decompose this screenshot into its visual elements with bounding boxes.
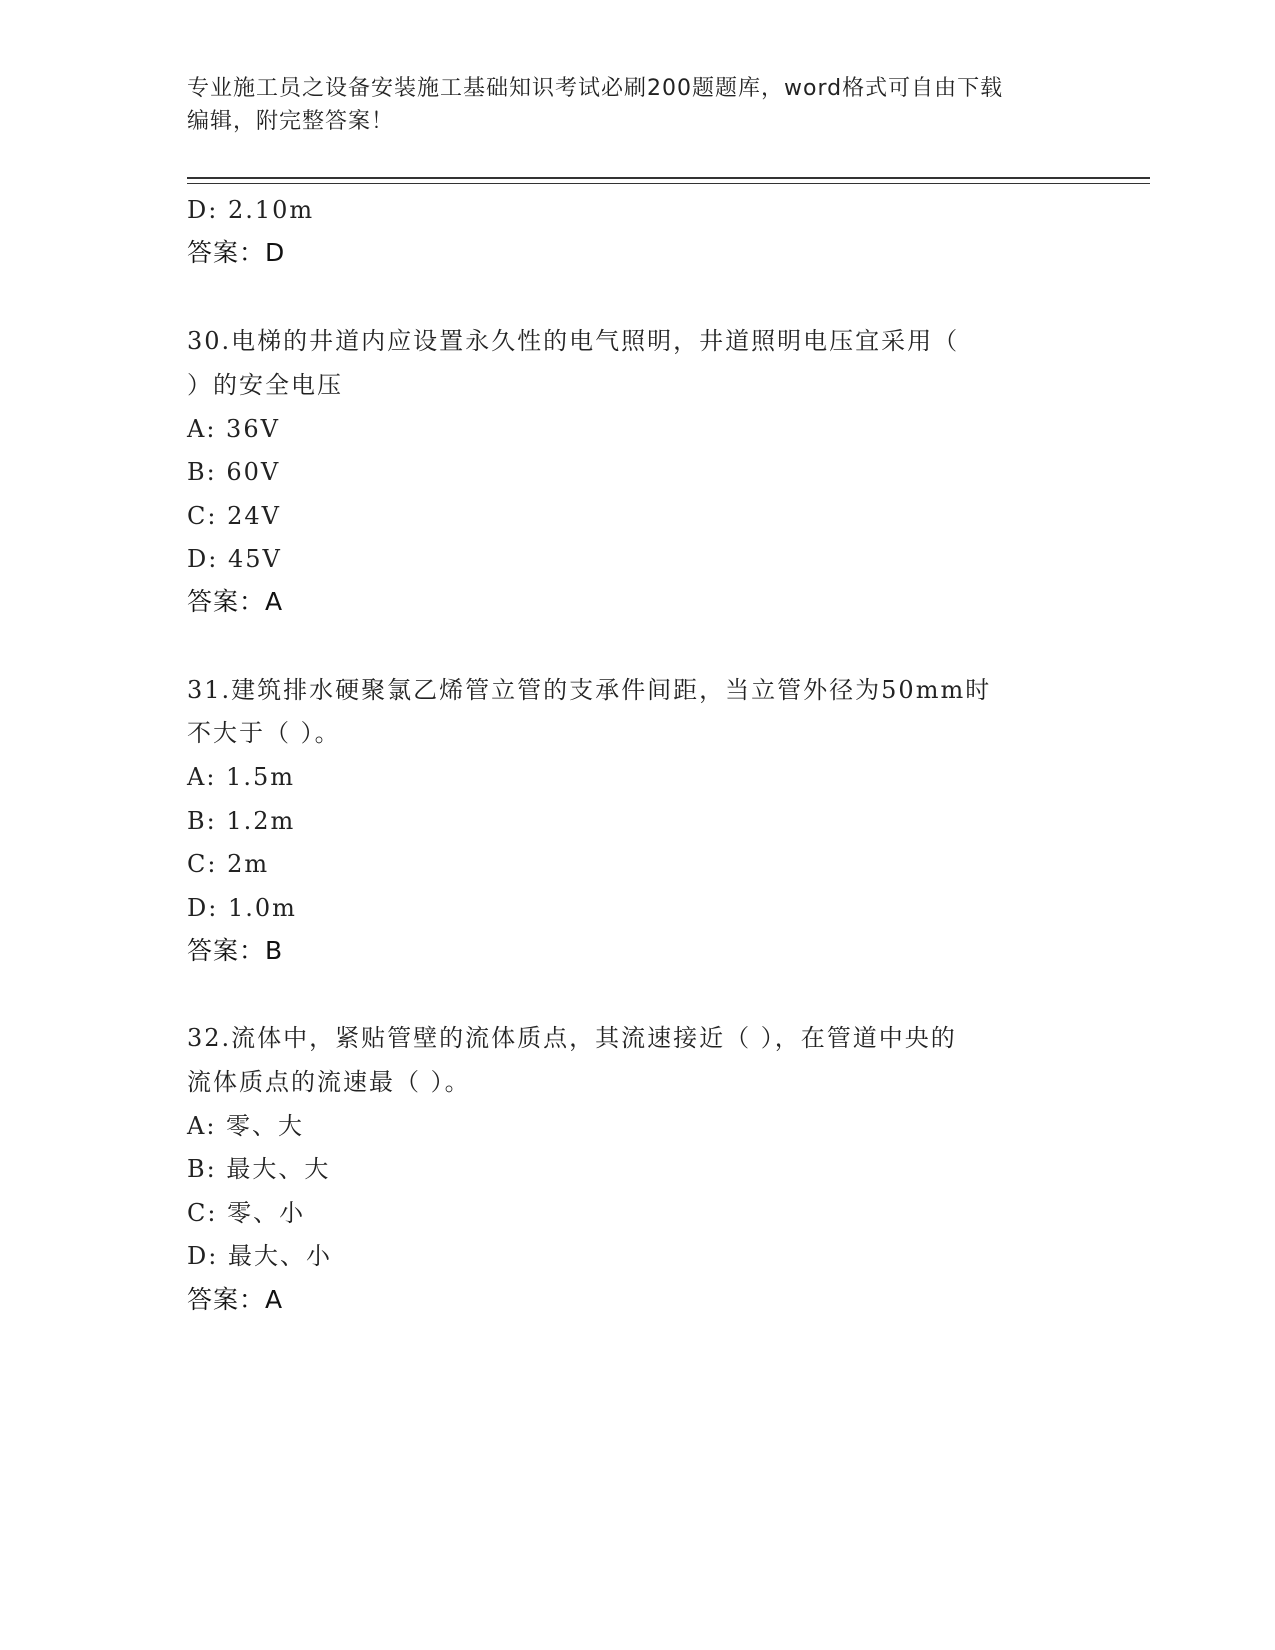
header-rule-thin: [187, 183, 1150, 184]
header-line-2: 编辑，附完整答案！: [187, 109, 395, 134]
question-stem-line-1: 31.建筑排水硬聚氯乙烯管立管的支承件间距，当立管外径为50mm时: [187, 676, 992, 704]
option-b: B: 最大、大: [187, 1155, 331, 1183]
option-a: A: 36V: [187, 415, 280, 443]
option-b: B: 60V: [187, 458, 281, 486]
option-d: D: 最大、小: [187, 1242, 332, 1270]
answer: 答案：B: [187, 936, 284, 965]
prev-answer: 答案：D: [187, 238, 286, 267]
question-stem-line-1: 32.流体中，紧贴管壁的流体质点，其流速接近（ ），在管道中央的: [187, 1024, 957, 1052]
option-d: D: 45V: [187, 545, 282, 573]
question-stem-line-2: 不大于（ ）。: [187, 719, 341, 747]
question-stem-line-2: 流体质点的流速最（ ）。: [187, 1068, 471, 1096]
option-c: C: 零、小: [187, 1199, 306, 1227]
option-d: D: 1.0m: [187, 894, 297, 922]
answer: 答案：A: [187, 1285, 284, 1314]
option-a: A: 1.5m: [187, 763, 295, 791]
option-a: A: 零、大: [187, 1112, 305, 1140]
option-c: C: 24V: [187, 502, 281, 530]
option-c: C: 2m: [187, 850, 270, 878]
header-line-1: 专业施工员之设备安装施工基础知识考试必刷200题题库，word格式可自由下载: [187, 76, 1004, 101]
option-b: B: 1.2m: [187, 807, 296, 835]
question-stem-line-1: 30.电梯的井道内应设置永久性的电气照明，井道照明电压宜采用（: [187, 327, 960, 355]
header-rule-thick: [187, 177, 1150, 179]
prev-option-d: D: 2.10m: [187, 196, 315, 224]
document-header: [187, 72, 1067, 138]
answer: 答案：A: [187, 587, 284, 616]
question-stem-line-2: ）的安全电压: [187, 371, 343, 399]
